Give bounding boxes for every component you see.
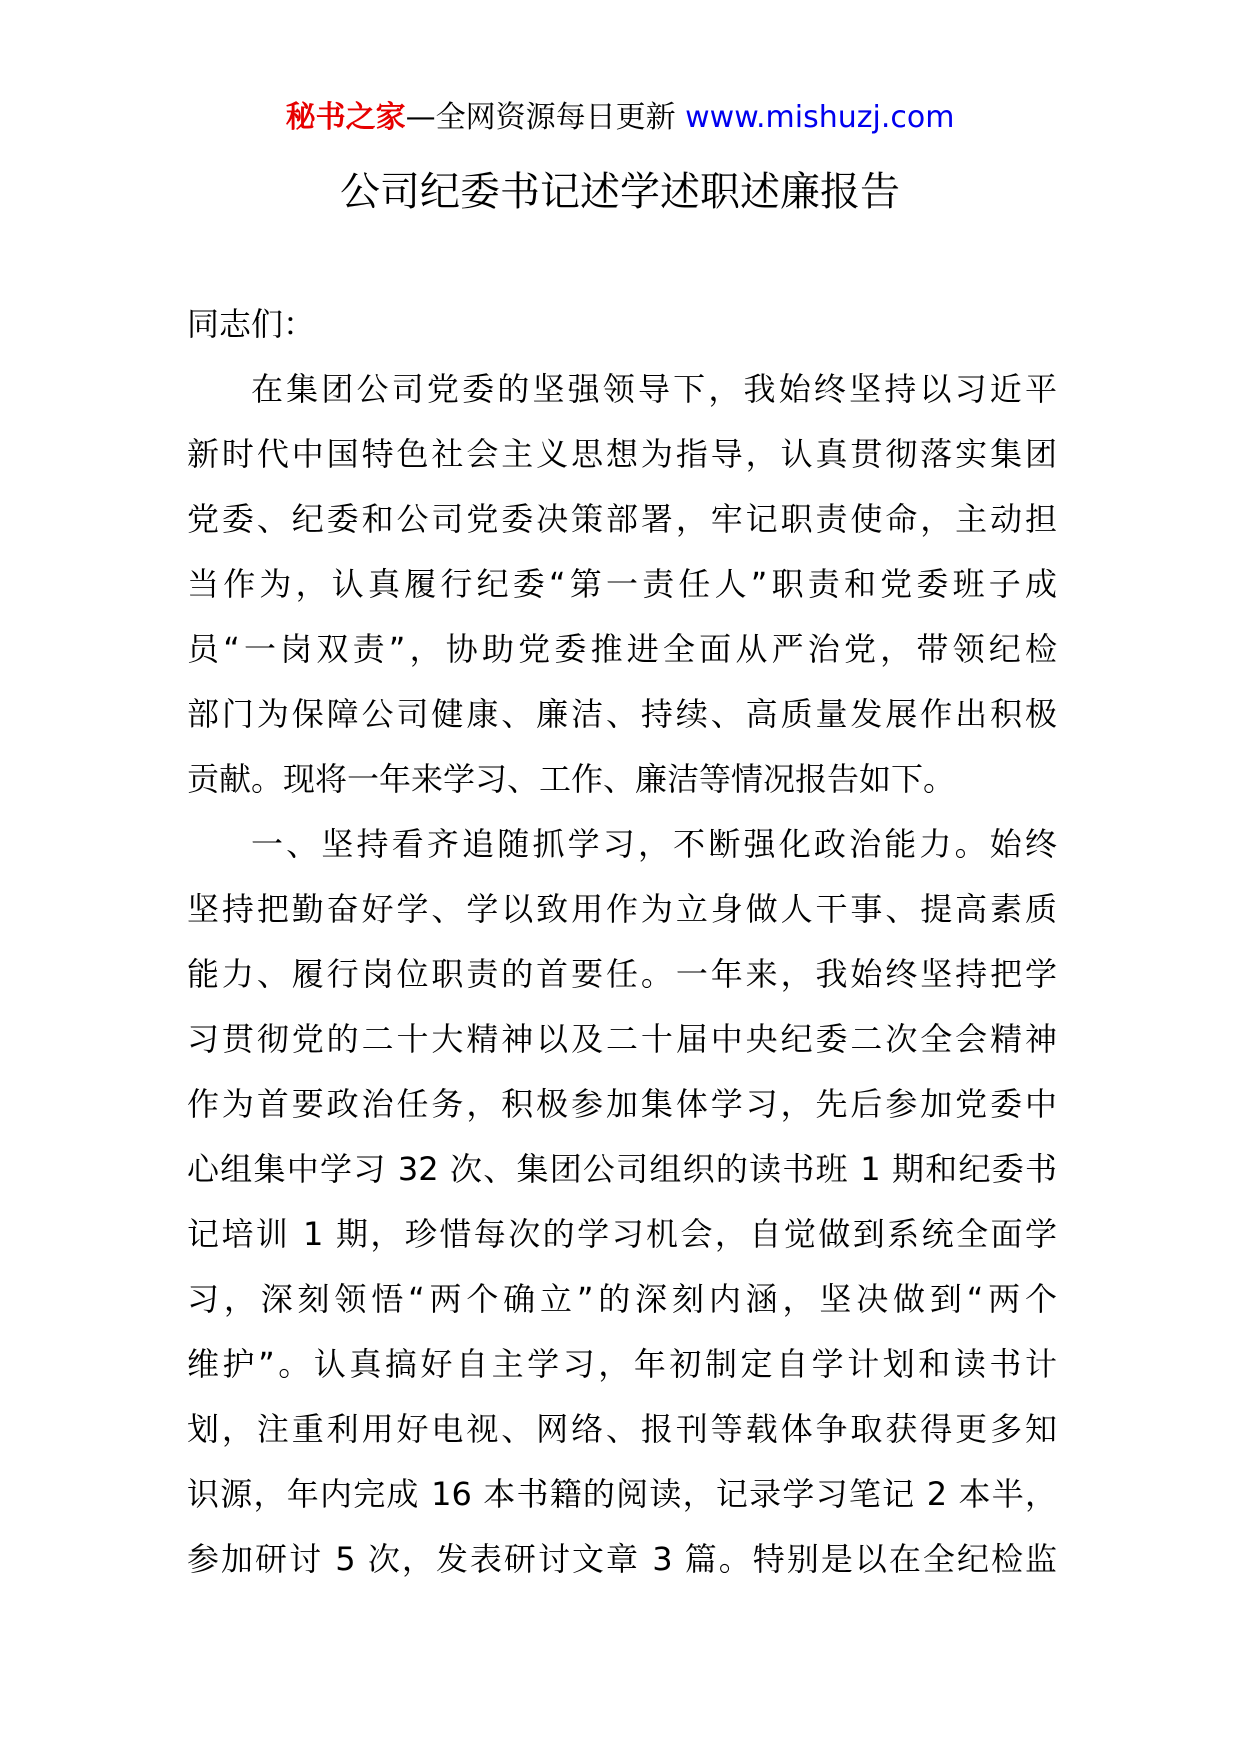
brand-name: 秘书之家 — [285, 100, 406, 135]
paragraph-line: 识源，年内完成 16 本书籍的阅读，记录学习笔记 2 本半， — [187, 1475, 1057, 1513]
paragraph-line: 贡献。现将一年来学习、工作、廉洁等情况报告如下。 — [187, 760, 956, 798]
paragraph-line: 参加研讨 5 次，发表研讨文章 3 篇。特别是以在全纪检监 — [187, 1540, 1057, 1578]
paragraph-line: 划，注重利用好电视、网络、报刊等载体争取获得更多知 — [187, 1410, 1057, 1448]
document-title: 公司纪委书记述学述职述廉报告 — [340, 169, 900, 215]
greeting: 同志们： — [187, 305, 316, 343]
banner-tagline: —全网资源每日更新 — [405, 100, 676, 135]
paragraph-line: 新时代中国特色社会主义思想为指导，认真贯彻落实集团 — [187, 435, 1057, 473]
paragraph-line: 能力、履行岗位职责的首要任。一年来，我始终坚持把学 — [187, 955, 1057, 993]
paragraph-line: 部门为保障公司健康、廉洁、持续、高质量发展作出积极 — [187, 695, 1057, 733]
paragraph-line: 记培训 1 期，珍惜每次的学习机会，自觉做到系统全面学 — [187, 1215, 1057, 1253]
paragraph-line: 坚持把勤奋好学、学以致用作为立身做人干事、提高素质 — [187, 890, 1057, 928]
paragraph-section-one — [187, 812, 1057, 1592]
paragraph-line: 作为首要政治任务，积极参加集体学习，先后参加党委中 — [187, 1085, 1057, 1123]
paragraph-line: 在集团公司党委的坚强领导下，我始终坚持以习近平 — [251, 370, 1057, 408]
paragraph-line: 员“一岗双责”，协助党委推进全面从严治党，带领纪检 — [187, 630, 1057, 668]
site-url-link[interactable]: www.mishuzj.com — [685, 100, 955, 135]
paragraph-line: 习贯彻党的二十大精神以及二十届中央纪委二次全会精神 — [187, 1020, 1057, 1058]
paragraph-line: 当作为，认真履行纪委“第一责任人”职责和党委班子成 — [187, 565, 1057, 603]
document-body — [187, 292, 1057, 1592]
paragraph-intro — [187, 357, 1057, 812]
site-banner — [0, 98, 1240, 138]
paragraph-line: 维护”。认真搞好自主学习，年初制定自学计划和读书计 — [187, 1345, 1057, 1383]
paragraph-line: 习，深刻领悟“两个确立”的深刻内涵，坚决做到“两个 — [187, 1280, 1057, 1318]
paragraph-line: 党委、纪委和公司党委决策部署，牢记职责使命，主动担 — [187, 500, 1057, 538]
paragraph-line: 一、坚持看齐追随抓学习，不断强化政治能力。始终 — [251, 825, 1057, 863]
paragraph-line: 心组集中学习 32 次、集团公司组织的读书班 1 期和纪委书 — [187, 1150, 1057, 1188]
